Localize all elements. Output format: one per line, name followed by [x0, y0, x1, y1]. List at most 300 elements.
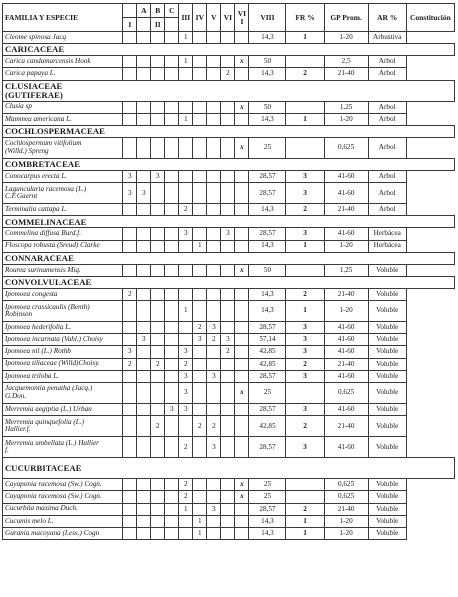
- ar-cell: 1,25: [324, 101, 368, 113]
- species-name: Ipomoea hederifolia L.: [3, 322, 123, 334]
- gp-cell: [286, 383, 324, 404]
- constitucion-cell: Voluble: [368, 301, 406, 322]
- score-cell: [123, 437, 137, 458]
- gp-cell: 2: [286, 288, 324, 300]
- score-cell: [151, 56, 165, 68]
- score-cell: 2: [207, 334, 221, 346]
- ar-cell: 41-60: [324, 370, 368, 382]
- family-row: [3, 158, 455, 170]
- score-cell: [207, 264, 221, 276]
- species-row: [3, 183, 455, 204]
- gp-cell: 3: [286, 228, 324, 240]
- score-cell: 3: [179, 370, 193, 382]
- score-cell: [179, 101, 193, 113]
- header-col-iv: IV: [193, 4, 207, 32]
- score-cell: 2: [179, 437, 193, 458]
- constitucion-cell: Voluble: [368, 503, 406, 515]
- score-cell: [123, 383, 137, 404]
- score-cell: [207, 491, 221, 503]
- species-name: Cucumis melo L.: [3, 515, 123, 527]
- score-cell: [235, 358, 249, 370]
- header-col-blank-2: [137, 18, 151, 32]
- score-cell: [137, 68, 151, 80]
- fr-cell: 28,57: [249, 503, 286, 515]
- score-cell: [123, 56, 137, 68]
- score-cell: [221, 301, 235, 322]
- constitucion-cell: Arbustiva: [368, 32, 406, 44]
- ar-cell: 41-60: [324, 170, 368, 182]
- score-cell: [207, 383, 221, 404]
- header-fr: FR %: [286, 4, 324, 32]
- constitucion-cell: Arbol: [368, 137, 406, 158]
- species-row: [3, 170, 455, 182]
- score-cell: 3: [207, 370, 221, 382]
- header-col-vi: VI: [221, 4, 235, 32]
- score-cell: [221, 358, 235, 370]
- score-cell: [123, 240, 137, 252]
- score-cell: [193, 503, 207, 515]
- header-group-a: A: [137, 4, 151, 18]
- score-cell: [151, 32, 165, 44]
- score-cell: [221, 322, 235, 334]
- header-constitucion: Constitución: [406, 4, 454, 32]
- score-cell: 2: [193, 416, 207, 437]
- score-cell: [207, 288, 221, 300]
- score-cell: [179, 322, 193, 334]
- ar-cell: 0,625: [324, 383, 368, 404]
- header-col-i: I: [123, 18, 137, 32]
- score-cell: [137, 437, 151, 458]
- species-row: [3, 515, 455, 527]
- score-cell: [151, 503, 165, 515]
- score-cell: [221, 183, 235, 204]
- score-cell: 2: [179, 479, 193, 491]
- ar-cell: 41-60: [324, 346, 368, 358]
- score-cell: [165, 101, 179, 113]
- ar-cell: 0,625: [324, 491, 368, 503]
- score-cell: [221, 503, 235, 515]
- score-cell: [151, 491, 165, 503]
- score-cell: 1: [193, 527, 207, 539]
- family-name: CUCURBITACEAE: [3, 458, 455, 479]
- fr-cell: 14,3: [249, 288, 286, 300]
- score-cell: 3: [123, 183, 137, 204]
- fr-cell: 25: [249, 479, 286, 491]
- score-cell: [123, 527, 137, 539]
- score-cell: [179, 527, 193, 539]
- score-cell: [137, 228, 151, 240]
- family-row: [3, 276, 455, 288]
- ar-cell: 1-20: [324, 515, 368, 527]
- species-name: Merremia aegiptia (L.) Urban: [3, 404, 123, 416]
- score-cell: [137, 288, 151, 300]
- score-cell: x: [235, 101, 249, 113]
- score-cell: [137, 404, 151, 416]
- score-cell: [193, 32, 207, 44]
- score-cell: [165, 416, 179, 437]
- species-name: Cucurbita maxima Duch.: [3, 503, 123, 515]
- score-cell: x: [235, 383, 249, 404]
- score-cell: [137, 358, 151, 370]
- score-cell: [137, 370, 151, 382]
- score-cell: 3: [179, 346, 193, 358]
- score-cell: [207, 527, 221, 539]
- score-cell: [235, 301, 249, 322]
- species-name: Ipomoea nil (L.) Rothb: [3, 346, 123, 358]
- score-cell: 3: [123, 170, 137, 182]
- gp-cell: 2: [286, 416, 324, 437]
- score-cell: [235, 240, 249, 252]
- species-name: Terminalia cattapa L.: [3, 204, 123, 216]
- score-cell: x: [235, 491, 249, 503]
- score-cell: [207, 56, 221, 68]
- species-name: Floscopa robusta (Sreud) Clarke: [3, 240, 123, 252]
- score-cell: 2: [221, 346, 235, 358]
- score-cell: 3: [151, 170, 165, 182]
- score-cell: [137, 32, 151, 44]
- score-cell: [165, 137, 179, 158]
- score-cell: [165, 228, 179, 240]
- header-col-vii: VI I: [235, 4, 249, 32]
- species-name: Mammea americana L.: [3, 113, 123, 125]
- species-row: [3, 264, 455, 276]
- score-cell: [137, 137, 151, 158]
- score-cell: [123, 416, 137, 437]
- fr-cell: 28,57: [249, 170, 286, 182]
- score-cell: [193, 358, 207, 370]
- ar-cell: 21-40: [324, 68, 368, 80]
- fr-cell: 42,85: [249, 346, 286, 358]
- ar-cell: 1,25: [324, 264, 368, 276]
- score-cell: [207, 228, 221, 240]
- score-cell: [235, 204, 249, 216]
- constitucion-cell: Voluble: [368, 479, 406, 491]
- score-cell: [151, 228, 165, 240]
- score-cell: [221, 56, 235, 68]
- species-name: Laguncularia racemosa (L.) C.F.Gaernt: [3, 183, 123, 204]
- ar-cell: 41-60: [324, 183, 368, 204]
- score-cell: [123, 228, 137, 240]
- score-cell: [165, 32, 179, 44]
- header-col-viii: VIII: [249, 4, 286, 32]
- table-header: [3, 4, 455, 32]
- score-cell: [207, 170, 221, 182]
- gp-cell: 3: [286, 183, 324, 204]
- score-cell: [165, 56, 179, 68]
- score-cell: [137, 322, 151, 334]
- score-cell: [207, 101, 221, 113]
- score-cell: [137, 416, 151, 437]
- score-cell: [193, 170, 207, 182]
- score-cell: [123, 101, 137, 113]
- score-cell: 2: [151, 416, 165, 437]
- species-row: [3, 68, 455, 80]
- score-cell: [193, 101, 207, 113]
- species-row: [3, 56, 455, 68]
- fr-cell: 42,85: [249, 416, 286, 437]
- family-name: COMMELINACEAE: [3, 216, 455, 228]
- score-cell: [165, 288, 179, 300]
- score-cell: 1: [179, 503, 193, 515]
- score-cell: [165, 240, 179, 252]
- species-name: Carica candamarcensis Hook: [3, 56, 123, 68]
- score-cell: [165, 264, 179, 276]
- species-row: [3, 240, 455, 252]
- score-cell: [221, 240, 235, 252]
- header-col-v: V: [207, 4, 221, 32]
- score-cell: [151, 515, 165, 527]
- header-group-b: B: [151, 4, 165, 18]
- species-row: [3, 491, 455, 503]
- score-cell: [221, 113, 235, 125]
- species-row: [3, 404, 455, 416]
- gp-cell: 2: [286, 358, 324, 370]
- species-table: [2, 3, 455, 540]
- score-cell: [137, 264, 151, 276]
- ar-cell: 0,625: [324, 479, 368, 491]
- score-cell: [193, 370, 207, 382]
- score-cell: 2: [207, 416, 221, 437]
- score-cell: [179, 416, 193, 437]
- fr-cell: 14,3: [249, 527, 286, 539]
- score-cell: 2: [179, 204, 193, 216]
- gp-cell: 2: [286, 204, 324, 216]
- species-name: Cayaponia racemosa (Sw.) Cogn.: [3, 491, 123, 503]
- family-name: COCHLOSPERMACEAE: [3, 125, 455, 137]
- score-cell: 1: [179, 113, 193, 125]
- score-cell: [193, 491, 207, 503]
- species-name: Ipomoea crassicaulis (Benth) Robinson: [3, 301, 123, 322]
- score-cell: [165, 383, 179, 404]
- score-cell: [179, 137, 193, 158]
- score-cell: [151, 301, 165, 322]
- family-row: [3, 80, 455, 101]
- score-cell: [235, 183, 249, 204]
- score-cell: [193, 113, 207, 125]
- gp-cell: 3: [286, 346, 324, 358]
- ar-cell: 1-20: [324, 240, 368, 252]
- score-cell: [151, 101, 165, 113]
- ar-cell: 21-40: [324, 416, 368, 437]
- ar-cell: 21-40: [324, 358, 368, 370]
- score-cell: [151, 288, 165, 300]
- species-row: [3, 358, 455, 370]
- constitucion-cell: Voluble: [368, 288, 406, 300]
- ar-cell: 1-20: [324, 301, 368, 322]
- score-cell: [137, 503, 151, 515]
- family-name: CARICACEAE: [3, 44, 455, 56]
- fr-cell: 25: [249, 491, 286, 503]
- score-cell: [193, 383, 207, 404]
- score-cell: [193, 404, 207, 416]
- score-cell: [221, 137, 235, 158]
- constitucion-cell: Voluble: [368, 370, 406, 382]
- score-cell: 2: [123, 288, 137, 300]
- score-cell: [165, 204, 179, 216]
- fr-cell: 25: [249, 383, 286, 404]
- score-cell: 1: [179, 301, 193, 322]
- score-cell: 3: [221, 334, 235, 346]
- fr-cell: 25: [249, 137, 286, 158]
- score-cell: [151, 437, 165, 458]
- gp-cell: 3: [286, 322, 324, 334]
- header-familia: FAMILIA Y ESPECIE: [3, 4, 123, 32]
- score-cell: [221, 383, 235, 404]
- score-cell: 3: [179, 404, 193, 416]
- species-name: Cayaponia racemosa (Sw.) Cogn.: [3, 479, 123, 491]
- fr-cell: 28,57: [249, 183, 286, 204]
- gp-cell: [286, 264, 324, 276]
- score-cell: [235, 370, 249, 382]
- ar-cell: 41-60: [324, 228, 368, 240]
- score-cell: [165, 358, 179, 370]
- species-row: [3, 416, 455, 437]
- score-cell: [221, 101, 235, 113]
- score-cell: [207, 240, 221, 252]
- table-body: [3, 32, 455, 540]
- score-cell: [207, 204, 221, 216]
- score-cell: [151, 479, 165, 491]
- family-row: [3, 216, 455, 228]
- score-cell: 3: [179, 383, 193, 404]
- score-cell: [137, 346, 151, 358]
- score-cell: 1: [193, 515, 207, 527]
- ar-cell: 41-60: [324, 322, 368, 334]
- score-cell: [193, 437, 207, 458]
- score-cell: [221, 170, 235, 182]
- score-cell: [179, 264, 193, 276]
- gp-cell: 1: [286, 240, 324, 252]
- species-name: Ipomoea triloba L.: [3, 370, 123, 382]
- score-cell: [165, 527, 179, 539]
- species-name: Commelina diffusa Burd.f.: [3, 228, 123, 240]
- species-name: Gurania macoyana (Less.) Cogn: [3, 527, 123, 539]
- score-cell: 2: [179, 358, 193, 370]
- score-cell: [235, 334, 249, 346]
- score-cell: [193, 288, 207, 300]
- constitucion-cell: Arbol: [368, 204, 406, 216]
- species-row: [3, 527, 455, 539]
- header-col-blank-3: [165, 18, 179, 32]
- score-cell: [123, 301, 137, 322]
- score-cell: [123, 370, 137, 382]
- family-name: CLUSIACEAE (GUTIFERAE): [3, 80, 455, 101]
- fr-cell: 57,14: [249, 334, 286, 346]
- score-cell: [221, 404, 235, 416]
- ar-cell: 0,625: [324, 137, 368, 158]
- score-cell: 3: [165, 404, 179, 416]
- ar-cell: 41-60: [324, 404, 368, 416]
- score-cell: x: [235, 137, 249, 158]
- species-name: Merremia umbellata (L.) Hallier f.: [3, 437, 123, 458]
- ar-cell: 1-20: [324, 32, 368, 44]
- score-cell: [179, 170, 193, 182]
- score-cell: 3: [207, 437, 221, 458]
- score-cell: [235, 503, 249, 515]
- score-cell: [235, 322, 249, 334]
- species-name: Jacquemontia penatha (Jacq.) G.Don.: [3, 383, 123, 404]
- gp-cell: 2: [286, 503, 324, 515]
- constitucion-cell: Voluble: [368, 334, 406, 346]
- constitucion-cell: Voluble: [368, 264, 406, 276]
- score-cell: 3: [179, 228, 193, 240]
- fr-cell: 14,3: [249, 301, 286, 322]
- score-cell: [151, 334, 165, 346]
- score-cell: [193, 56, 207, 68]
- ar-cell: 41-60: [324, 437, 368, 458]
- score-cell: [193, 137, 207, 158]
- score-cell: [151, 204, 165, 216]
- score-cell: [193, 479, 207, 491]
- score-cell: [179, 68, 193, 80]
- score-cell: [235, 288, 249, 300]
- score-cell: [221, 527, 235, 539]
- species-row: [3, 288, 455, 300]
- score-cell: 3: [207, 503, 221, 515]
- score-cell: [221, 437, 235, 458]
- score-cell: [123, 334, 137, 346]
- score-cell: [151, 322, 165, 334]
- score-cell: [123, 113, 137, 125]
- score-cell: 2: [193, 322, 207, 334]
- score-cell: [235, 437, 249, 458]
- score-cell: [123, 491, 137, 503]
- species-row: [3, 370, 455, 382]
- score-cell: 2: [179, 491, 193, 503]
- score-cell: 1: [193, 240, 207, 252]
- constitucion-cell: Voluble: [368, 515, 406, 527]
- constitucion-cell: Voluble: [368, 404, 406, 416]
- family-row: [3, 125, 455, 137]
- gp-cell: 3: [286, 170, 324, 182]
- family-row: [3, 252, 455, 264]
- gp-cell: 1: [286, 32, 324, 44]
- gp-cell: 1: [286, 113, 324, 125]
- score-cell: [165, 322, 179, 334]
- score-cell: [235, 416, 249, 437]
- constitucion-cell: Voluble: [368, 416, 406, 437]
- score-cell: 3: [123, 346, 137, 358]
- species-row: [3, 101, 455, 113]
- family-name: CONVOLVULACEAE: [3, 276, 455, 288]
- score-cell: [193, 346, 207, 358]
- fr-cell: 14,3: [249, 515, 286, 527]
- gp-cell: 3: [286, 437, 324, 458]
- constitucion-cell: Arbol: [368, 56, 406, 68]
- score-cell: 2: [123, 358, 137, 370]
- species-row: [3, 113, 455, 125]
- ar-cell: 41-60: [324, 334, 368, 346]
- gp-cell: [286, 101, 324, 113]
- ar-cell: 2,5: [324, 56, 368, 68]
- score-cell: 3: [207, 322, 221, 334]
- gp-cell: [286, 137, 324, 158]
- score-cell: [207, 358, 221, 370]
- score-cell: [123, 32, 137, 44]
- score-cell: [221, 479, 235, 491]
- species-name: Ipomoea tiliaceae (Willd)Choisy.: [3, 358, 123, 370]
- species-row: [3, 301, 455, 322]
- gp-cell: [286, 491, 324, 503]
- score-cell: [179, 288, 193, 300]
- gp-cell: 2: [286, 68, 324, 80]
- score-cell: x: [235, 479, 249, 491]
- score-cell: [235, 68, 249, 80]
- score-cell: x: [235, 264, 249, 276]
- ar-cell: 21-40: [324, 503, 368, 515]
- score-cell: [137, 301, 151, 322]
- species-row: [3, 32, 455, 44]
